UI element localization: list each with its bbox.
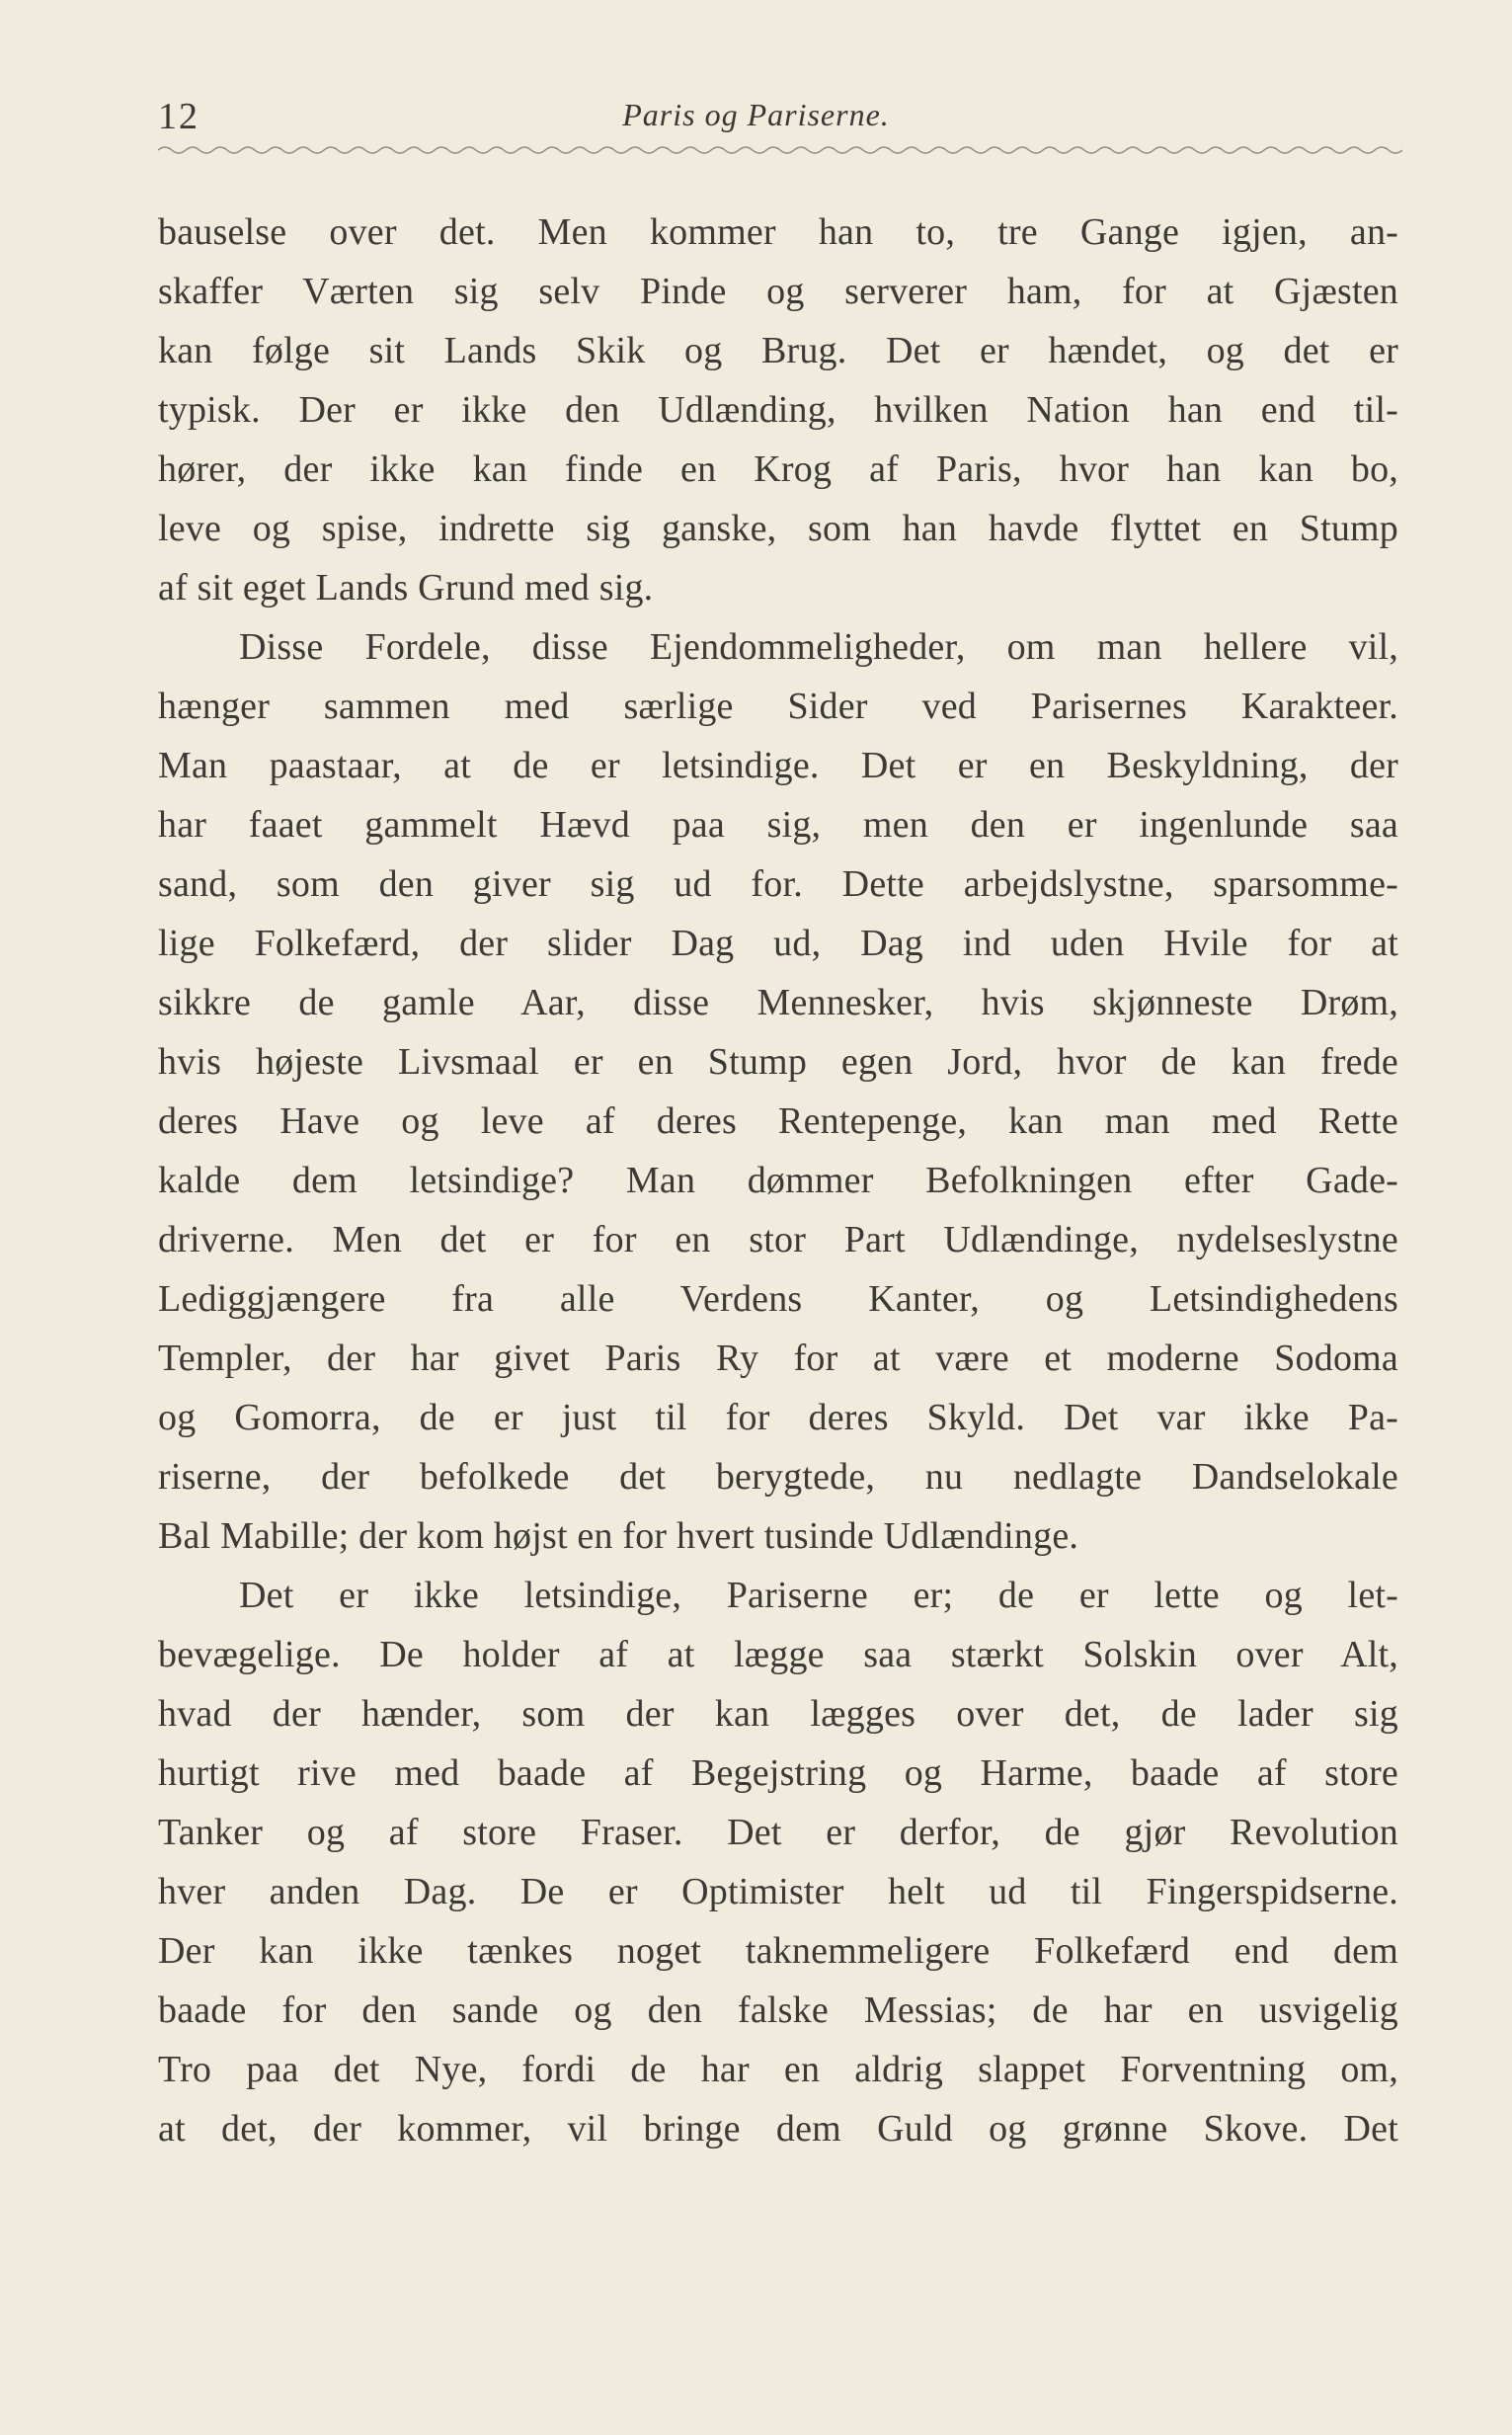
text-line: lige Folkefærd, der slider Dag ud, Dag ind uden Hvile for at [158,923,1398,964]
page-number: 12 [158,96,199,137]
text-line: leve og spise, indrette sig ganske, som han havde flyttet en Stump [158,508,1398,549]
text-line: Det er ikke letsindige, Pariserne er; de er lette og let- [239,1575,1398,1616]
text-line: Bal Mabille; der kom højst en for hvert tusinde Udlændinge. [158,1515,1079,1557]
text-line: Tanker og af store Fraser. Det er derfor, de gjør Revolution [158,1812,1398,1853]
text-line: baade for den sande og den falske Messias; de har en usvigelig [158,1989,1398,2031]
text-line: af sit eget Lands Grund med sig. [158,567,654,609]
text-line: kan følge sit Lands Skik og Brug. Det er hændet, og det er [158,330,1398,371]
text-line: typisk. Der er ikke den Udlænding, hvilken Nation han end til- [158,389,1398,431]
text-line: har faaet gammelt Hævd paa sig, men den er ingenlunde saa [158,804,1398,846]
text-line: sand, som den giver sig ud for. Dette arbejdslystne, sparsomme- [158,863,1398,905]
text-line: hænger sammen med særlige Sider ved Parisernes Karakteer. [158,686,1398,727]
text-line: hvis højeste Livsmaal er en Stump egen Jord, hvor de kan frede [158,1041,1398,1083]
text-line: Tro paa det Nye, fordi de har en aldrig slappet Forventning om, [158,2049,1398,2090]
text-line: hvad der hænder, som der kan lægges over det, de lader sig [158,1693,1398,1735]
text-line: bauselse over det. Men kommer han to, tre Gange igjen, an- [158,211,1398,253]
body-text [158,203,1398,2158]
text-line: sikkre de gamle Aar, disse Mennesker, hvis skjønneste Drøm, [158,982,1398,1023]
text-line: driverne. Men det er for en stor Part Udlændinge, nydelseslystne [158,1219,1398,1260]
text-line: hører, der ikke kan finde en Krog af Paris, hvor han kan bo, [158,448,1398,490]
text-line: riserne, der befolkede det berygtede, nu nedlagte Dandselokale [158,1456,1398,1498]
text-line: hver anden Dag. De er Optimister helt ud til Fingerspidserne. [158,1871,1398,1912]
text-line: at det, der kommer, vil bringe dem Guld og grønne Skove. Det [158,2108,1398,2150]
text-line: hurtigt rive med baade af Begejstring og Harme, baade af store [158,1752,1398,1794]
text-line: Disse Fordele, disse Ejendommeligheder, om man hellere vil, [239,626,1398,668]
text-line: og Gomorra, de er just til for deres Skyld. Det var ikke Pa- [158,1397,1398,1438]
running-title: Paris og Pariserne. [622,97,890,132]
text-line: deres Have og leve af deres Rentepenge, kan man med Rette [158,1100,1398,1142]
wavy-rule-ornament [158,140,1402,160]
text-line: kalde dem letsindige? Man dømmer Befolkningen efter Gade- [158,1160,1398,1201]
text-line: Lediggjængere fra alle Verdens Kanter, og Letsindighedens [158,1278,1398,1320]
text-line: Der kan ikke tænkes noget taknemmeligere Folkefærd end dem [158,1930,1398,1972]
text-line: Templer, der har givet Paris Ry for at være et moderne Sodoma [158,1338,1398,1379]
text-line: bevægelige. De holder af at lægge saa stærkt Solskin over Alt, [158,1634,1398,1675]
text-line: Man paastaar, at de er letsindige. Det er en Beskyldning, der [158,745,1398,786]
text-line: skaffer Værten sig selv Pinde og serverer ham, for at Gjæsten [158,271,1398,312]
